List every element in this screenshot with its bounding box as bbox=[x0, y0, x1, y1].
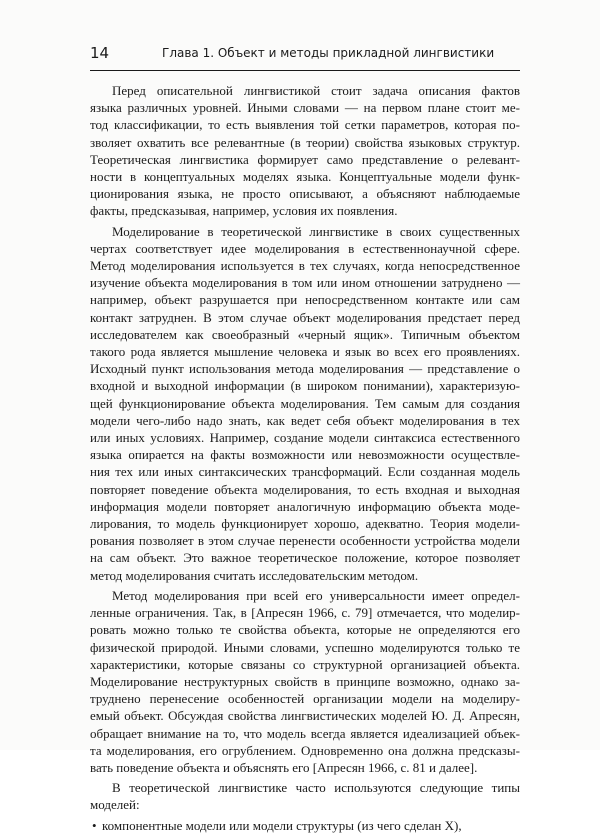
page-number: 14 bbox=[90, 44, 110, 62]
text-line: ровать можно только те свойства объекта, которые не определяются его bbox=[90, 622, 520, 638]
text-line: Теоретическая лингвистика формирует само представление о релевант- bbox=[90, 151, 520, 167]
text-line: Метод моделирования при всей его универсальности имеет определ- bbox=[112, 587, 520, 603]
paragraph-descriptive-linguistics bbox=[90, 82, 520, 220]
text-line: вать поведение объекта и объяснять его [Апресян 1966, с. 81 и далее]. bbox=[90, 759, 478, 775]
text-line: ности в концептуальных моделях языка. Концептуальные модели функ- bbox=[90, 169, 520, 185]
text-line: Моделирование неструктурных свойств в принципе возможно, однако за- bbox=[90, 673, 520, 689]
text-line: входной и выходной информации (в широком понимании), характеризую- bbox=[90, 378, 520, 394]
text-line: Исходный пункт использования метода моделирования — представление о bbox=[90, 361, 520, 377]
list-item-text: компонентные модели или модели структуры (из чего сделан X), bbox=[102, 817, 462, 833]
text-line: емый объект. Обсуждая свойства лингвистических моделей Ю. Д. Апресян, bbox=[90, 708, 520, 724]
text-line: зволяет охватить все релевантные (в теории) свойства языковых структур. bbox=[90, 134, 520, 150]
paragraph-modeling-limits bbox=[90, 587, 520, 776]
text-line: контакт затруднен. В этом случае объект моделирования предстает перед bbox=[90, 309, 520, 325]
body-text bbox=[90, 82, 520, 834]
text-line: информация модели повторяет аналогичную информацию объекта моде- bbox=[90, 498, 520, 514]
paragraph-model-types bbox=[90, 779, 520, 813]
text-line: та моделирования, его огрублением. Одновременно она должна предсказы- bbox=[90, 742, 520, 758]
list-item bbox=[90, 817, 520, 834]
text-line: ционирования языка, не просто описывают, а объясняют наблюдаемые bbox=[90, 186, 520, 202]
text-line: ленные ограничения. Так, в [Апресян 1966, с. 79] отмечается, что моделир- bbox=[90, 605, 520, 621]
text-line: тод классификации, то есть выявления той сетки параметров, которая по- bbox=[90, 117, 520, 133]
text-line: физической природой. Иными словами, успешно моделируются только те bbox=[90, 639, 520, 655]
running-head bbox=[90, 44, 520, 71]
bullet-icon: • bbox=[92, 817, 97, 833]
text-line: изучение объекта моделирования в том или ином отношении затруднено — bbox=[90, 275, 520, 291]
text-line: например, объект разрушается при непосредственном контакте или сам bbox=[90, 292, 520, 308]
text-line: исследователем как своеобразный «черный ящик». Типичным объектом bbox=[90, 326, 520, 342]
chapter-title: Глава 1. Объект и методы прикладной лингвистики bbox=[162, 46, 495, 60]
text-line: Перед описательной лингвистикой стоит задача описания фактов bbox=[112, 83, 520, 98]
text-line: Метод моделирования используется в тех случаях, когда непосредственное bbox=[90, 258, 520, 274]
text-line: такого рода является мышление человека и язык во всех его проявлениях. bbox=[90, 344, 520, 360]
paragraph-modeling bbox=[90, 223, 520, 584]
text-line: моделей: bbox=[90, 797, 140, 813]
text-line: или иных условиях. Например, создание модели синтаксиса естественного bbox=[90, 430, 520, 446]
text-line: языка различных уровней. Иными словами — на первом плане стоит ме- bbox=[90, 100, 520, 116]
text-line: повторяет поведение объекта моделирования, то есть входная и выходная bbox=[90, 481, 520, 497]
text-line: щей функционирование объекта моделирования. Тем самым для создания bbox=[90, 395, 520, 411]
text-line: на сам объект. Это важное теоретическое положение, которое позволяет bbox=[90, 550, 520, 566]
text-line: факты, предсказывая, например, условия их появления. bbox=[90, 203, 398, 219]
text-line: модели чего-либо надо знать, как ведет себя объект моделирования в тех bbox=[90, 412, 520, 428]
text-line: лирования, то модель функционирует хорошо, адекватно. Теория модели- bbox=[90, 516, 520, 532]
text-line: обращает внимание на то, что модель всегда является идеализацией объек- bbox=[90, 725, 520, 741]
text-line: ния тех или иных синтаксических трансформаций. Если созданная модель bbox=[90, 464, 520, 480]
text-line: Моделирование в теоретической лингвистике в своих существенных bbox=[112, 223, 520, 239]
text-line: характеристики, которые связаны со структурной организацией объекта. bbox=[90, 656, 520, 672]
text-line: труднено перенесение особенностей организации модели на моделиру- bbox=[90, 691, 520, 707]
text-line: В теоретической лингвистике часто используются следующие типы bbox=[112, 780, 520, 796]
text-line: чертах соответствует идее моделирования в естественнонаучной сфере. bbox=[90, 240, 520, 256]
text-line: рования позволяет в этом случае перенести особенности устройства модели bbox=[90, 533, 520, 549]
model-types-list bbox=[90, 817, 520, 834]
text-line: метод моделирования считать исследовательским методом. bbox=[90, 567, 419, 583]
text-line: языка опирается на факты возможности или невозможности осуществле- bbox=[90, 447, 520, 463]
